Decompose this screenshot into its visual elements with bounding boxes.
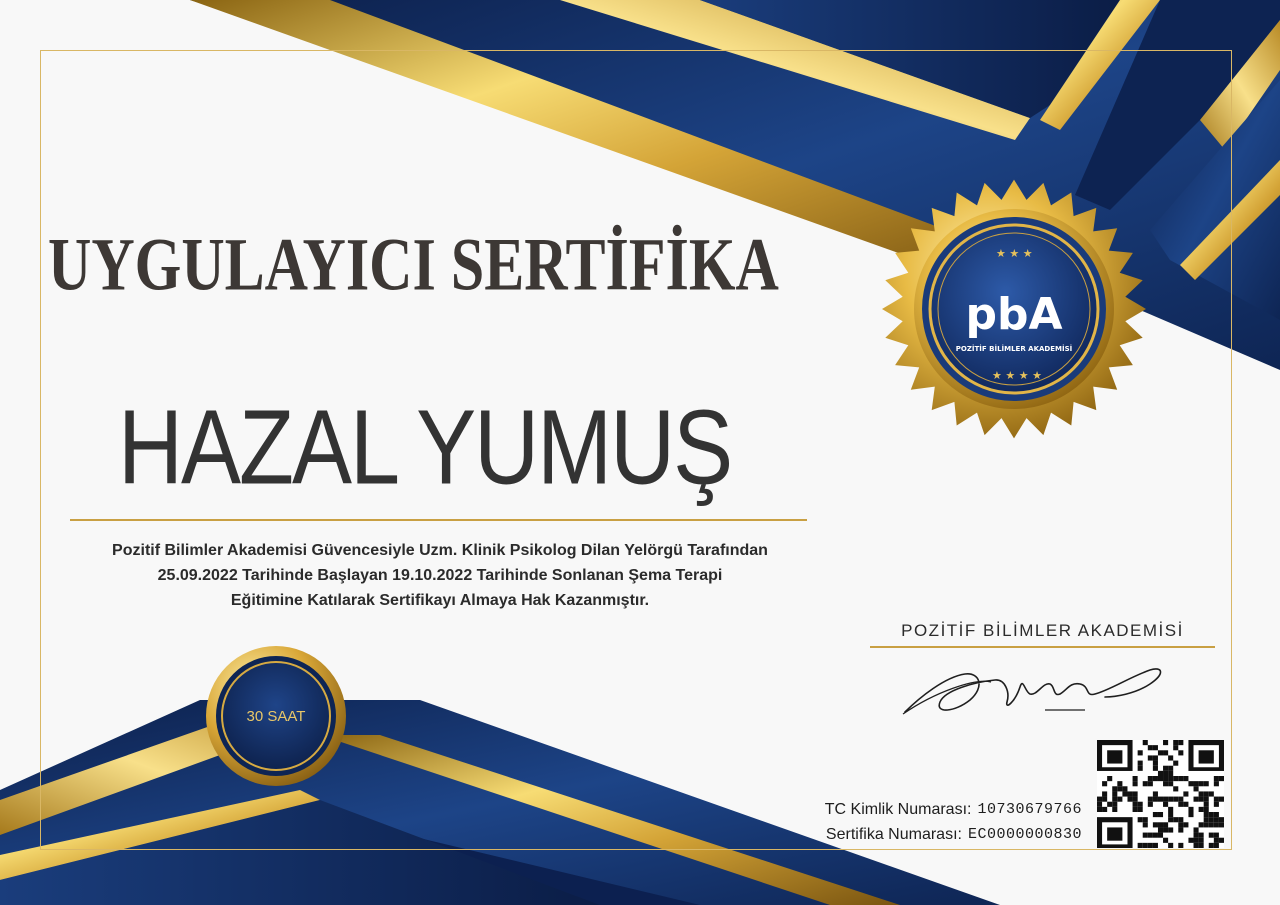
tc-row bbox=[730, 797, 1082, 822]
issuer-name: POZİTİF BİLİMLER AKADEMİSİ bbox=[901, 621, 1184, 640]
description-line: 25.09.2022 Tarihinde Başlayan 19.10.2022 Tarihinde Sonlanan Şema Terapi bbox=[157, 567, 723, 584]
star-seal-icon bbox=[878, 175, 1150, 443]
cert-number-value: EC0000000830 bbox=[967, 826, 1082, 843]
divider bbox=[70, 519, 807, 521]
qr-code-icon bbox=[1097, 740, 1224, 848]
svg-text:★ ★ ★: ★ ★ ★ bbox=[996, 247, 1033, 260]
description-line: Eğitimine Katılarak Sertifikayı Almaya Hak Kazanmıştır. bbox=[230, 592, 650, 609]
seal-logo: pbA bbox=[965, 289, 1063, 340]
certificate-title: UYGULAYICI SERTİFİKA bbox=[48, 223, 779, 306]
cert-number-row bbox=[730, 822, 1082, 847]
certificate-description bbox=[60, 538, 820, 613]
hours-badge bbox=[205, 645, 347, 787]
cert-number-label: Sertifika Numarası: bbox=[825, 826, 962, 843]
hours-label: 30 SAAT bbox=[246, 708, 306, 725]
svg-text:★ ★ ★ ★: ★ ★ ★ ★ bbox=[992, 369, 1042, 382]
divider bbox=[870, 646, 1215, 648]
recipient-name: HAZAL YUMUŞ bbox=[118, 389, 732, 508]
tc-label: TC Kimlik Numarası: bbox=[824, 801, 972, 818]
signature-icon bbox=[895, 652, 1175, 722]
tc-value: 10730679766 bbox=[977, 801, 1082, 818]
seal-org-text: POZİTİF BİLİMLER AKADEMİSİ bbox=[955, 345, 1073, 353]
description-line: Pozitif Bilimler Akademisi Güvencesiyle Uzm. Klinik Psikolog Dilan Yelörgü Tarafından bbox=[112, 542, 768, 559]
identity-info bbox=[730, 797, 1082, 847]
